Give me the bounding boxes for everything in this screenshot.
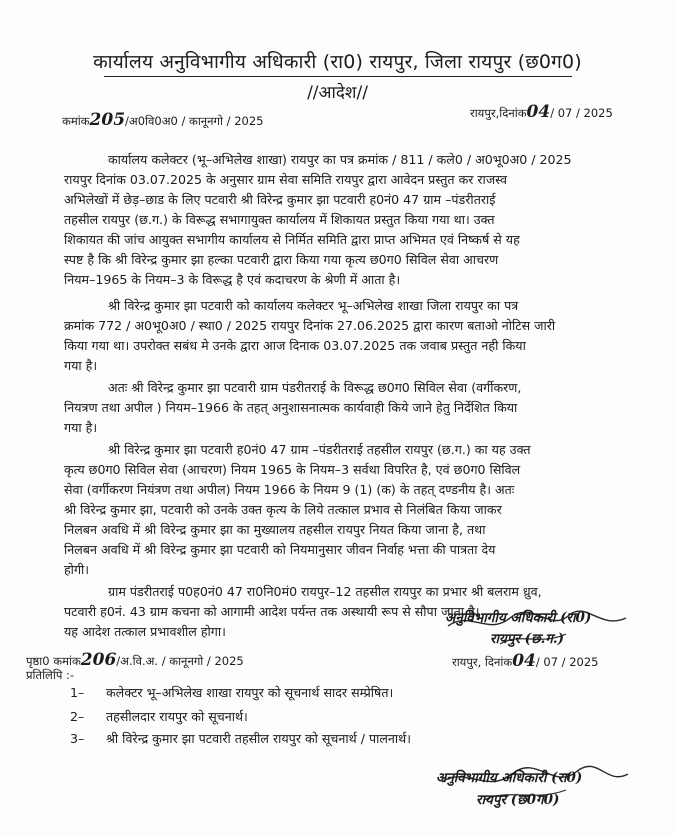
- signature-1-date: रायपुर, दिनांक04/ 07 / 2025: [452, 651, 599, 671]
- paragraph-2: श्री विरेन्द्र कुमार झा पटवारी को कार्यालय कलेक्टर भू–अभिलेख शाखा जिला रायपुर का पत्र क्रमांक 772 / अ0भू0अ0 / स्था0 / 2025 रायपुर दिनांक 27.06.2025 द्वारा कारण बताओ नोटिस जारी किया गया था। उपरोक्त सबंध मे उनके द्वारा आज दिनाक 03.07.2025 तक जवाब प्रस्तुत नही किया गया है।: [64, 298, 556, 373]
- handwritten-order-number: 205: [89, 110, 126, 130]
- endorsement-number: पृष्ठा0 कमांक206/अ.वि.अ. / कानूनगो / 2025: [26, 650, 244, 670]
- paragraph-3: अतः श्री विरेन्द्र कुमार झा पटवारी ग्राम पंडरीतराई के विरूद्ध छ0ग0 सिविल सेवा (वर्गीकरण, नियत्रण तथा अपील ) नियम–1966 के तहत् अनुशासनात्मक कार्यवाही किये जाने हेतु निर्देशित किया गया है।: [64, 380, 522, 435]
- list-item: 3– श्री विरेन्द्र कुमार झा पटवारी तहसील रायपुर को सूचनार्थ / पालनार्थ।: [70, 731, 411, 746]
- signature-1-place: रायपुर (छ.ग.): [490, 631, 564, 647]
- paragraph-1: कार्यालय कलेक्टर (भू–अभिलेख शाखा) रायपुर का पत्र क्रमांक / 811 / कले0 / अ0भू0अ0 / 2025 रायपुर दिनांक 03.07.2025 के अनुसार ग्राम सेवा समिति रायपुर द्वारा आवेदन प्रस्तुत कर राजस्व अभिलेखों में छेड़–छाड के लिए पटवारी श्री विरेन्द्र कुमार झा पटवारी ह0नं0 47 ग्राम –पंडरीतराई तहसील रायपुर (छ.ग.) के विरूद्ध सभागायुक्त कार्यालय में शिकायत प्रस्तुत किया गया था। उक्त शिकायत की जांच आयुक्त सभागीय कार्यालय से निर्मित समिति द्वारा प्राप्त अभिमत एवं निष्कर्ष से यह स्पष्ट है कि श्री विरेन्द्र कुमार झा हल्का पटवारी द्वारा किया गया कृत्य छ0ग0 सिविल सेवा आचरण नियम–1965 के नियम–3 के विरूद्ध है एवं कदाचरण के श्रेणी में आता है।: [64, 152, 572, 287]
- title-underline: [104, 76, 572, 77]
- copy-label: प्रतिलिपि :-: [26, 668, 75, 682]
- reference-date: रायपुर,दिनांक04/ 07 / 2025: [470, 102, 613, 122]
- list-item: 2– तहसीलदार रायपुर को सूचनार्थ।: [70, 709, 248, 724]
- handwritten-endorsement-number: 206: [80, 650, 117, 670]
- list-item: 1– कलेक्टर भू–अभिलेख शाखा रायपुर को सूचनार्थ सादर सम्प्रेषित।: [70, 685, 394, 700]
- handwritten-day-2: 04: [512, 651, 536, 671]
- handwritten-day: 04: [526, 102, 551, 122]
- office-title: कार्यालय अनुविभागीय अधिकारी (रा0) रायपुर, जिला रायपुर (छ0ग0): [93, 51, 582, 73]
- paragraph-4: श्री विरेन्द्र कुमार झा पटवारी ह0नं0 47 ग्राम –पंडरीतराई तहसील रायपुर (छ.ग.) का यह उक्त कृत्य छ0ग0 सिविल सेवा (आचरण) नियम 1965 के नियम–3 सर्वथा विपरित है, एवं छ0ग0 सिविल सेवा (वर्गीकरण नियंत्रण तथा अपील) नियम 1966 के नियम 9 (1) (क) के तहत् दण्डनीय है। अतः श्री विरेन्द्र कुमार झा, पटवारी को उनके उक्त कृत्य के लिये तत्काल प्रभाव से निलंबित किया जाकर निलबन अवधि में श्री विरेन्द्र कुमार झा का मुख्यालय तहसील रायपुर नियत किया जाना है, तथा निलबन अवधि में श्री विरेन्द्र कुमार झा पटवारी को नियमानुसार जीवन निर्वाह भत्ता की पात्रता देय होगी।: [64, 442, 531, 577]
- signature-1-designation: अनुविभागीय अधिकारी (रा0): [445, 610, 592, 626]
- signature-2-place: रायपुर (छ0ग0): [476, 792, 560, 808]
- signature-2-designation: अनुविभागीय अधिकारी (रा0): [436, 770, 583, 786]
- paragraph-5: ग्राम पंडरीतराई प0ह0नं0 47 रा0नि0मं0 रायपुर–12 तहसील रायपुर का प्रभार श्री बलराम ध्रुव, पटवारी ह0नं. 43 ग्राम कचना को आगामी आदेश पर्यन्त तक अस्थायी रूप से सौपा जाता है। यह आदेश तत्काल प्रभावशील होगा।: [64, 584, 542, 639]
- reference-number: कमांक205/अ0वि0अ0 / कानूनगो / 2025: [62, 110, 264, 130]
- order-heading: //आदेश//: [307, 83, 368, 103]
